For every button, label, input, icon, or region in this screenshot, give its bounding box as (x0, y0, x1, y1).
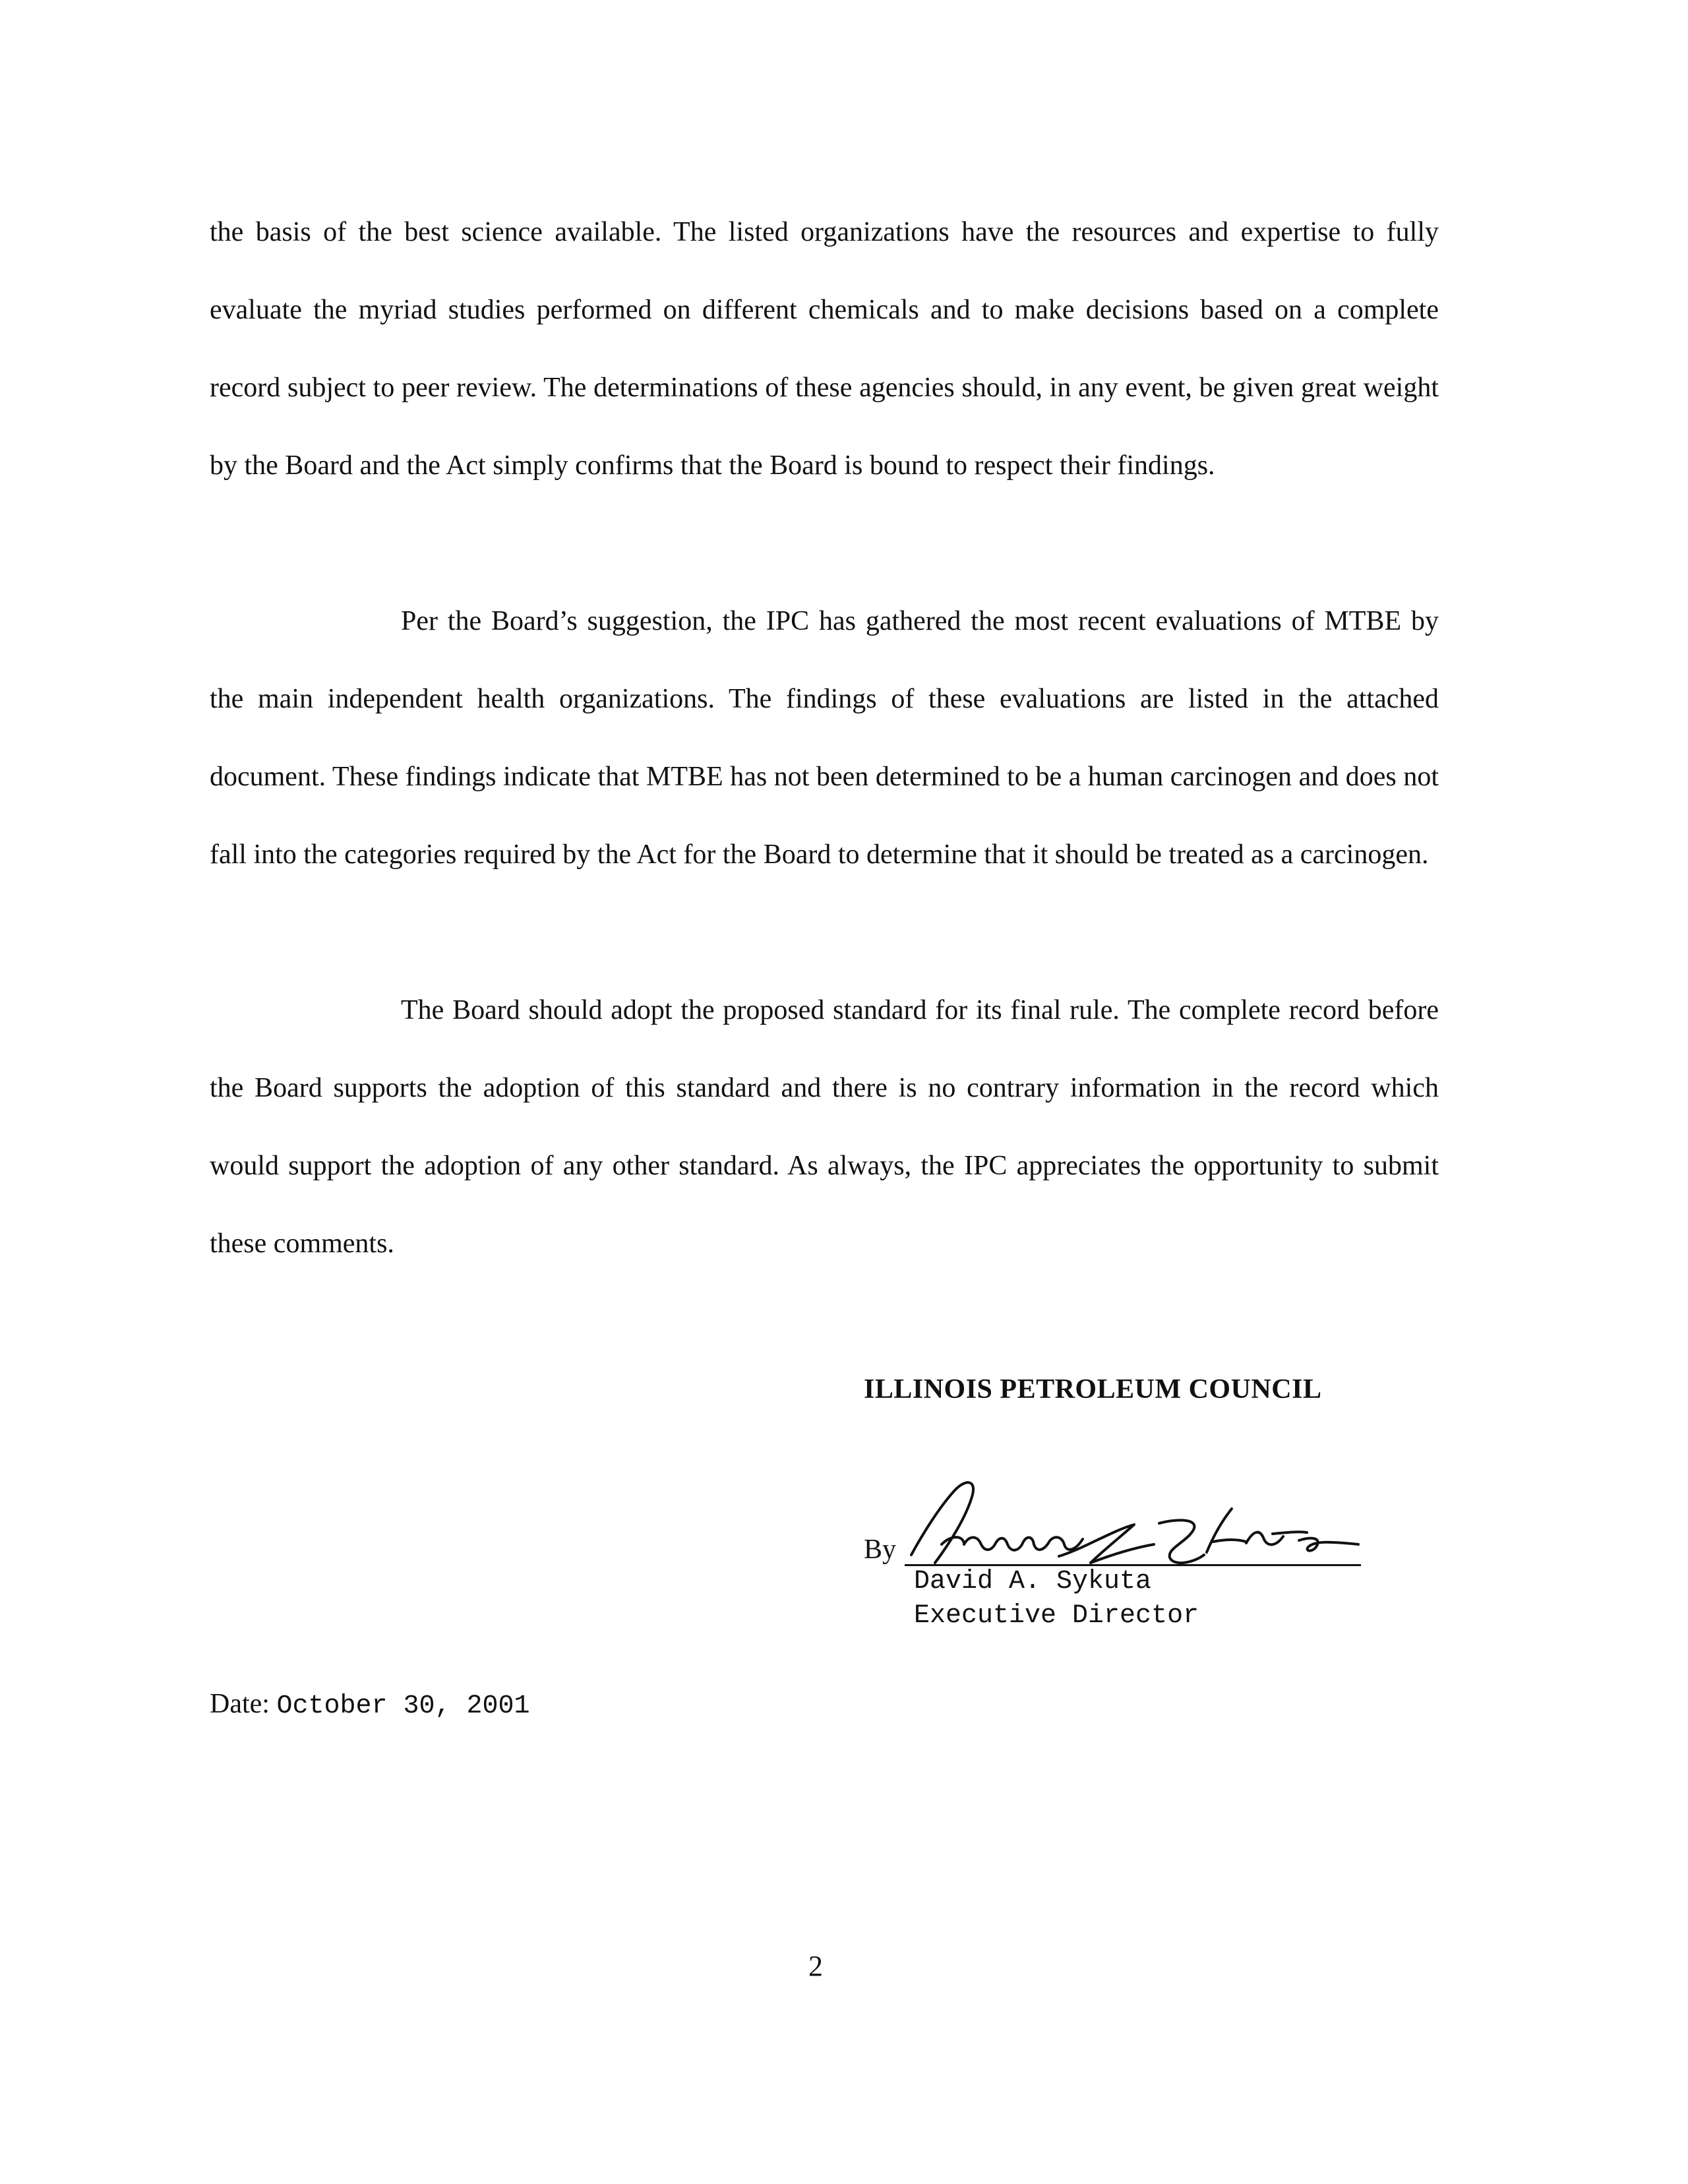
handwritten-signature (903, 1471, 1365, 1583)
signer-title: Executive Director (914, 1601, 1199, 1631)
date-label: Date: (210, 1689, 270, 1719)
date-value: October 30, 2001 (276, 1691, 530, 1721)
date-line (210, 1688, 530, 1721)
page-number: 2 (808, 1950, 823, 1982)
paragraph-3 (210, 971, 1439, 1283)
signature-block (864, 1471, 1391, 1642)
organization-name: ILLINOIS PETROLEUM COUNCIL (864, 1374, 1322, 1405)
paragraph-text: The Board should adopt the proposed standard for its final rule. The complete record before the Board supports the adoption of this standard and there is no contrary information in the record which would support the adoption of any other standard. As always, the IPC appreciates the opportunity to submit these comments. (210, 995, 1439, 1259)
paragraph-text: Per the Board’s suggestion, the IPC has gathered the most recent evaluations of MTBE by the main independent health organizations. The findings of these evaluations are listed in the attached document. These findings indicate that MTBE has not been determined to be a human carcinogen and does not fall into the categories required by the Act for the Board to determine that it should be treated as a carcinogen. (210, 606, 1439, 870)
paragraph-2 (210, 582, 1439, 894)
paragraph-1 (210, 193, 1439, 504)
paragraph-text: the basis of the best science available. The listed organizations have the resources and expertise to fully evaluate the myriad studies performed on different chemicals and to make decisions based on a complete record subject to peer review. The determinations of these agencies should, in any event, be given great weight by the Board and the Act simply confirms that the Board is bound to respect their findings. (210, 217, 1439, 481)
signer-name: David A. Sykuta (914, 1567, 1152, 1596)
by-label: By (864, 1534, 897, 1565)
